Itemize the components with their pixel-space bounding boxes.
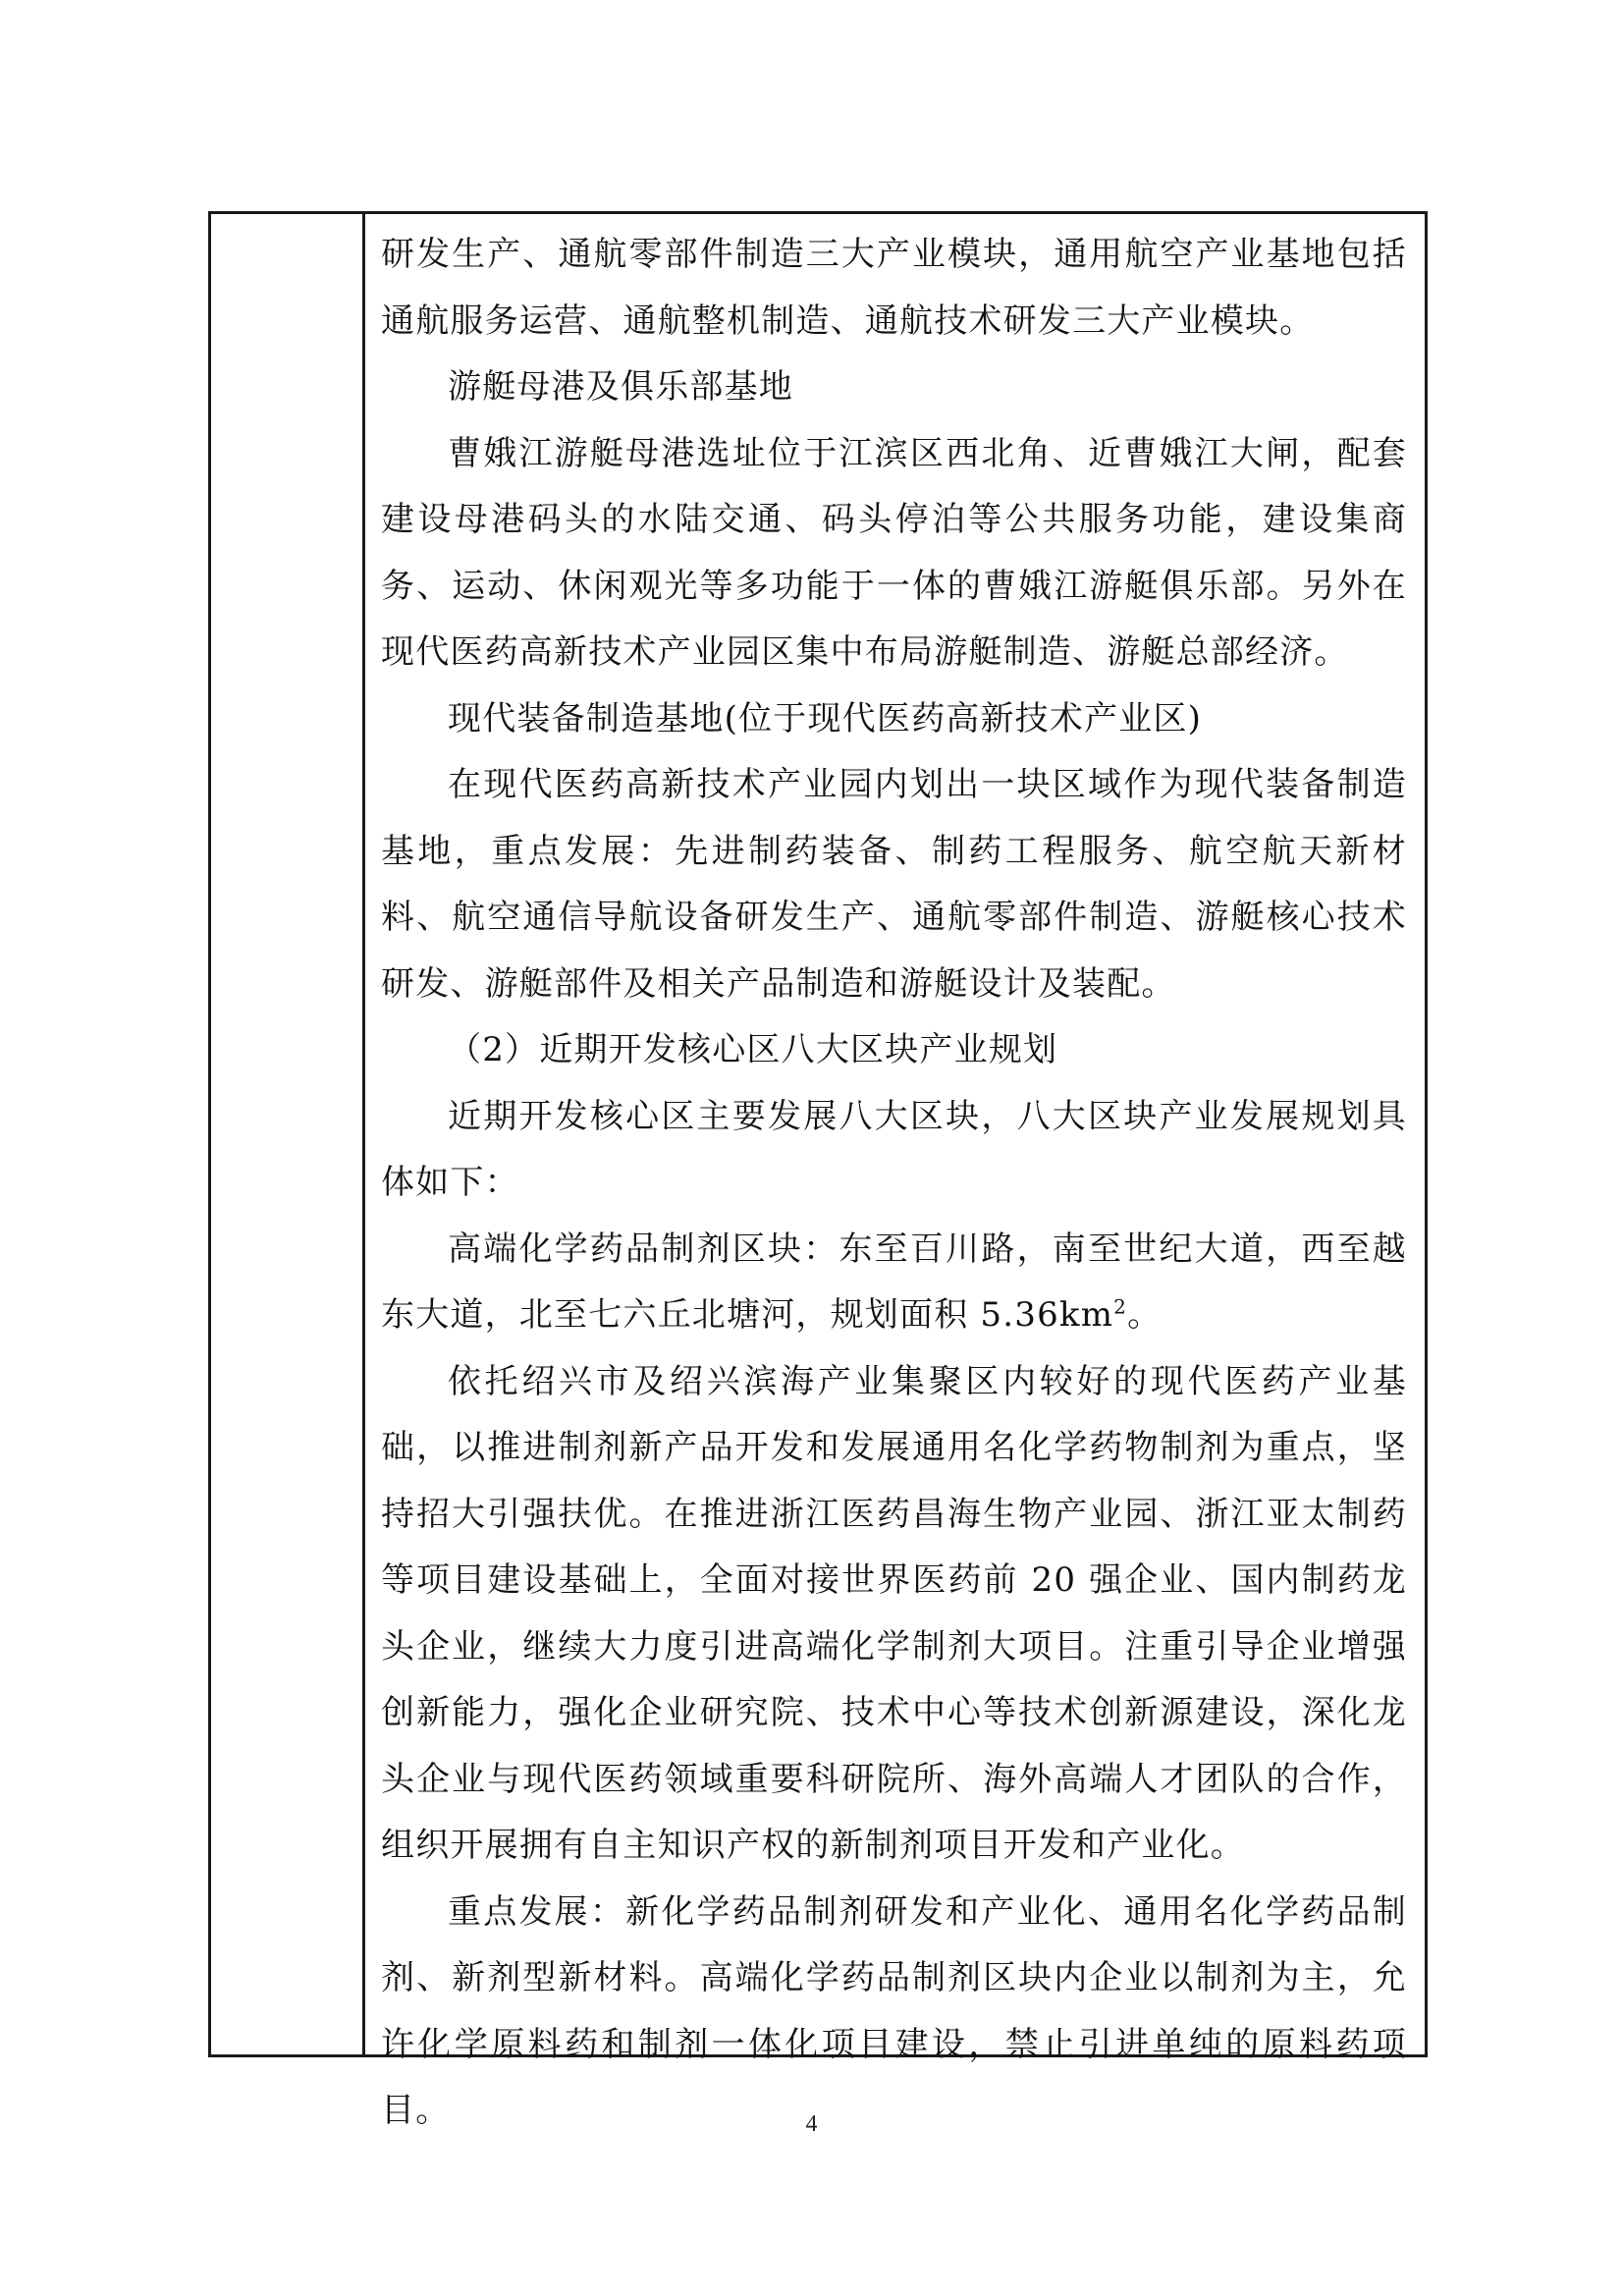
paragraph-core-zone-intro: 近期开发核心区主要发展八大区块，八大区块产业发展规划具体如下： [381, 1096, 1407, 1202]
paragraph-key-development: 重点发展：新化学药品制剂研发和产业化、通用名化学药品制剂、新剂型新材料。高端化学药品制剂区块内企业以制剂为主，允许化学原料药和制剂一体化项目建设，禁止引进单纯的原料药项目。 [381, 1891, 1407, 2130]
document-table [208, 211, 1428, 2130]
area-superscript: 2 [1113, 1294, 1128, 1319]
pharma-block-area-tail: 。 [1127, 1295, 1163, 1335]
heading-yacht-base: 游艇母港及俱乐部基地 [448, 367, 793, 407]
page-number: 4 [805, 2111, 818, 2137]
paragraph-pharma-block-area [381, 1217, 1407, 1349]
paragraph-pharma-strategy: 依托绍兴市及绍兴滨海产业集聚区内较好的现代医药产业基础，以推进制剂新产品开发和发展通用名化学药物制剂为重点，坚持招大引强扶优。在推进浙江医药昌海生物产业园、浙江亚太制药等项目建设基础上，全面对接世界医药前 20 强企业、国内制药龙头企业，继续大力度引进高端化学制剂大项目。注重引导企业增强创新能力，强化企业研究院、技术中心等技术创新源建设，深化龙头企业与现代医药领域重要科研院所、海外高端人才团队的合作，组织开展拥有自主知识产权的新制剂项目开发和产业化。 [381, 1361, 1407, 1865]
table-content-cell [365, 214, 1425, 2130]
table-left-column [211, 214, 365, 2054]
heading-equipment-base: 现代装备制造基地(位于现代医药高新技术产业区) [448, 698, 1203, 738]
paragraph-continuation: 研发生产、通航零部件制造三大产业模块，通用航空产业基地包括通航服务运营、通航整机制造、通航技术研发三大产业模块。 [381, 235, 1407, 341]
paragraph-yacht-port: 曹娥江游艇母港选址位于江滨区西北角、近曹娥江大闸，配套建设母港码头的水陆交通、码头停泊等公共服务功能，建设集商务、运动、休闲观光等多功能于一体的曹娥江游艇俱乐部。另外在现代医药高新技术产业园区集中布局游艇制造、游艇总部经济。 [381, 433, 1407, 672]
heading-core-zone-plan: （2）近期开发核心区八大区块产业规划 [448, 1030, 1058, 1069]
pharma-block-area-text: 高端化学药品制剂区块：东至百川路，南至世纪大道，西至越东大道，北至七六丘北塘河，规划面积 5.36km [381, 1229, 1407, 1335]
paragraph-equipment-base: 在现代医药高新技术产业园内划出一块区域作为现代装备制造基地，重点发展：先进制药装备、制药工程服务、航空航天新材料、航空通信导航设备研发生产、通航零部件制造、游艇核心技术研发、游艇部件及相关产品制造和游艇设计及装配。 [381, 765, 1407, 1004]
